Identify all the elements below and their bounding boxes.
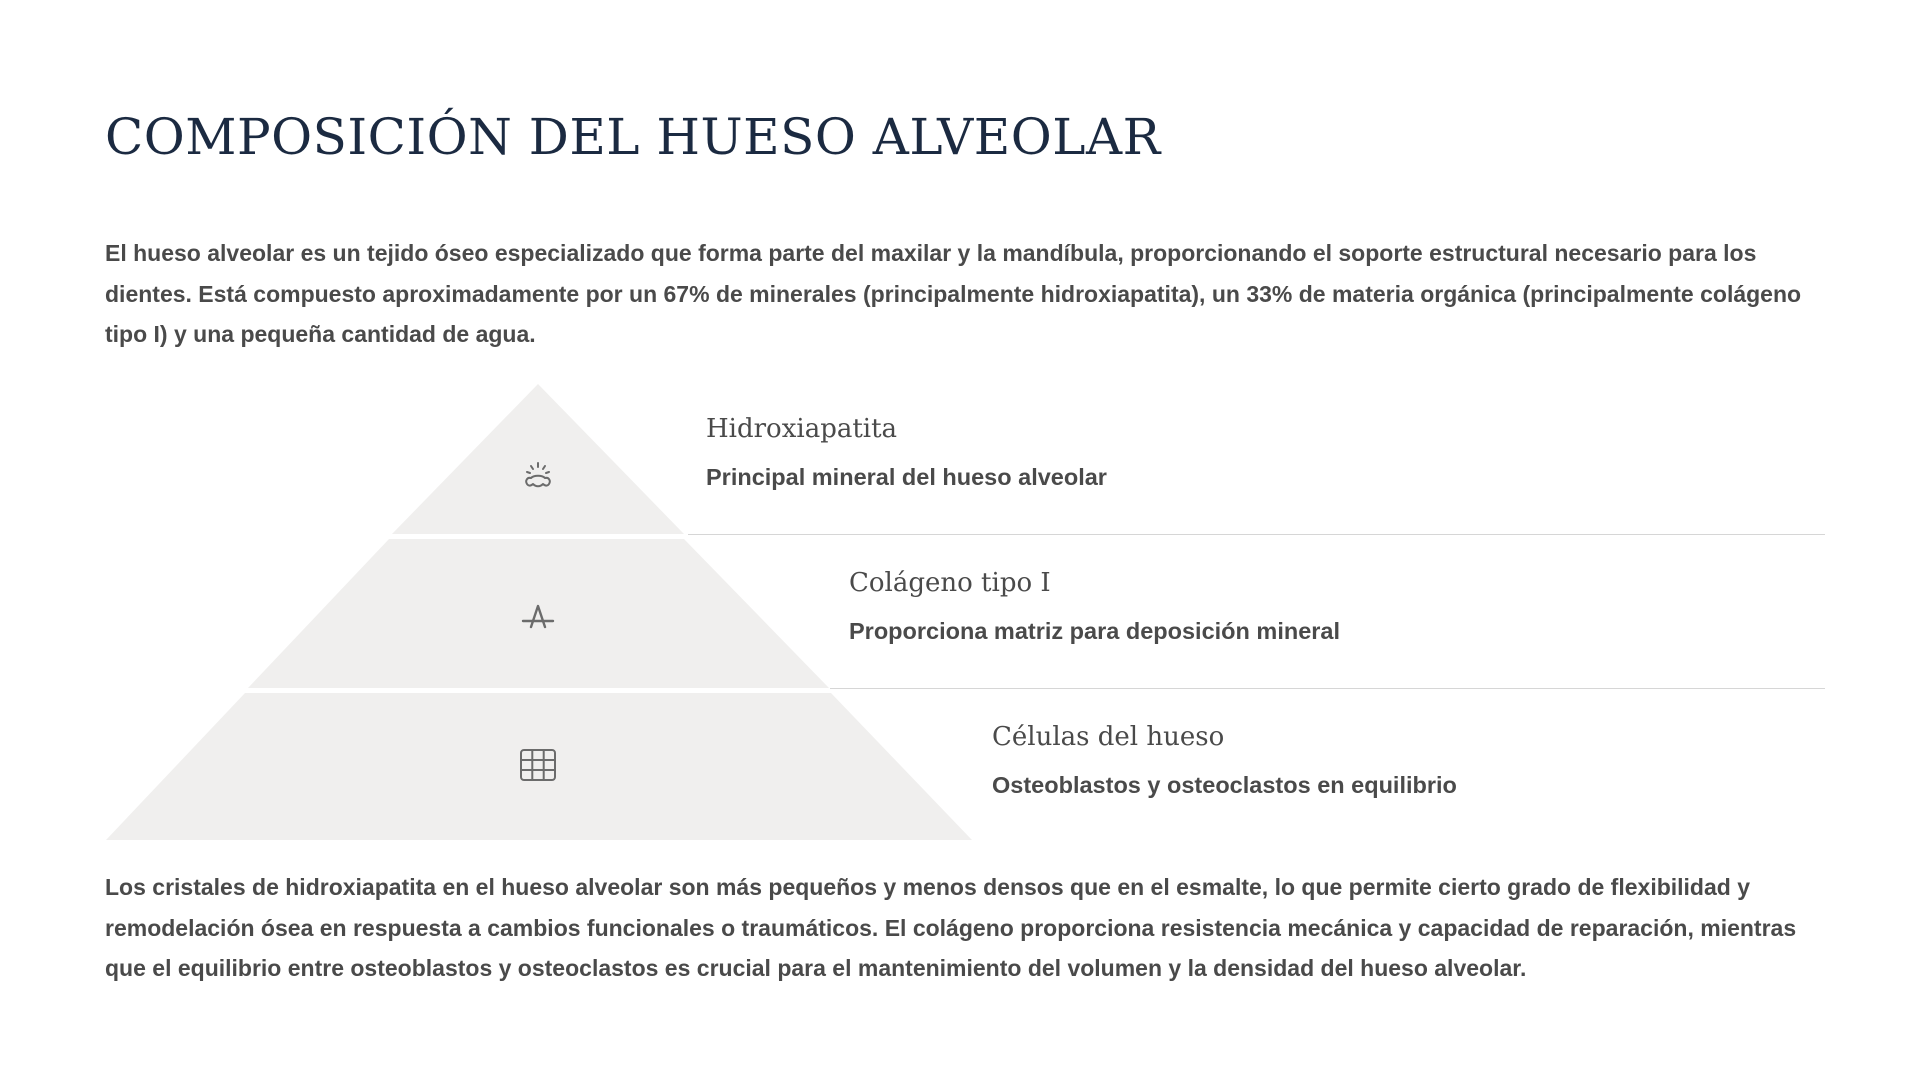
cell-grid-icon (518, 745, 558, 785)
pyramid-tier-3-text (992, 722, 1457, 799)
tier-name: Células del hueso (992, 722, 1225, 752)
tier-description: Proporciona matriz para deposición mineral (849, 618, 1341, 644)
pyramid-tier-1-text (706, 414, 1107, 491)
crystal-sparkle-icon (518, 457, 558, 497)
fiber-strand-icon (518, 596, 558, 636)
pyramid-tier-2-text (849, 568, 1340, 645)
conclusion-paragraph: Los cristales de hidroxiapatita en el hueso alveolar son más pequeños y menos densos que en el esmalte, lo que permite cierto grado de flexibilidad y remodelación ósea en respuesta a cambios funcionales o traumáticos. El colágeno proporciona resistencia mecánica y capacidad de reparación, mientras que el equilibrio entre osteoblastos y osteoclastos es crucial para el mantenimiento del volumen y la densidad del hueso alveolar. (105, 874, 1797, 981)
slide-title: COMPOSICIÓN DEL HUESO ALVEOLAR (105, 108, 1161, 166)
divider-middle (830, 688, 1825, 689)
tier-name: Hidroxiapatita (706, 414, 898, 444)
intro-paragraph: El hueso alveolar es un tejido óseo especializado que forma parte del maxilar y la mandíbula, proporcionando el soporte estructural necesario para los dientes. Está compuesto aproximadamente por un 67% de minerales (principalmente hidroxiapatita), un 33% de materia orgánica (principalmente colágeno tipo I) y una pequeña cantidad de agua. (105, 240, 1802, 347)
tier-name: Colágeno tipo I (849, 568, 1051, 598)
divider-top (688, 534, 1825, 535)
tier-description: Principal mineral del hueso alveolar (706, 464, 1107, 490)
tier-description: Osteoblastos y osteoclastos en equilibrio (992, 772, 1457, 798)
